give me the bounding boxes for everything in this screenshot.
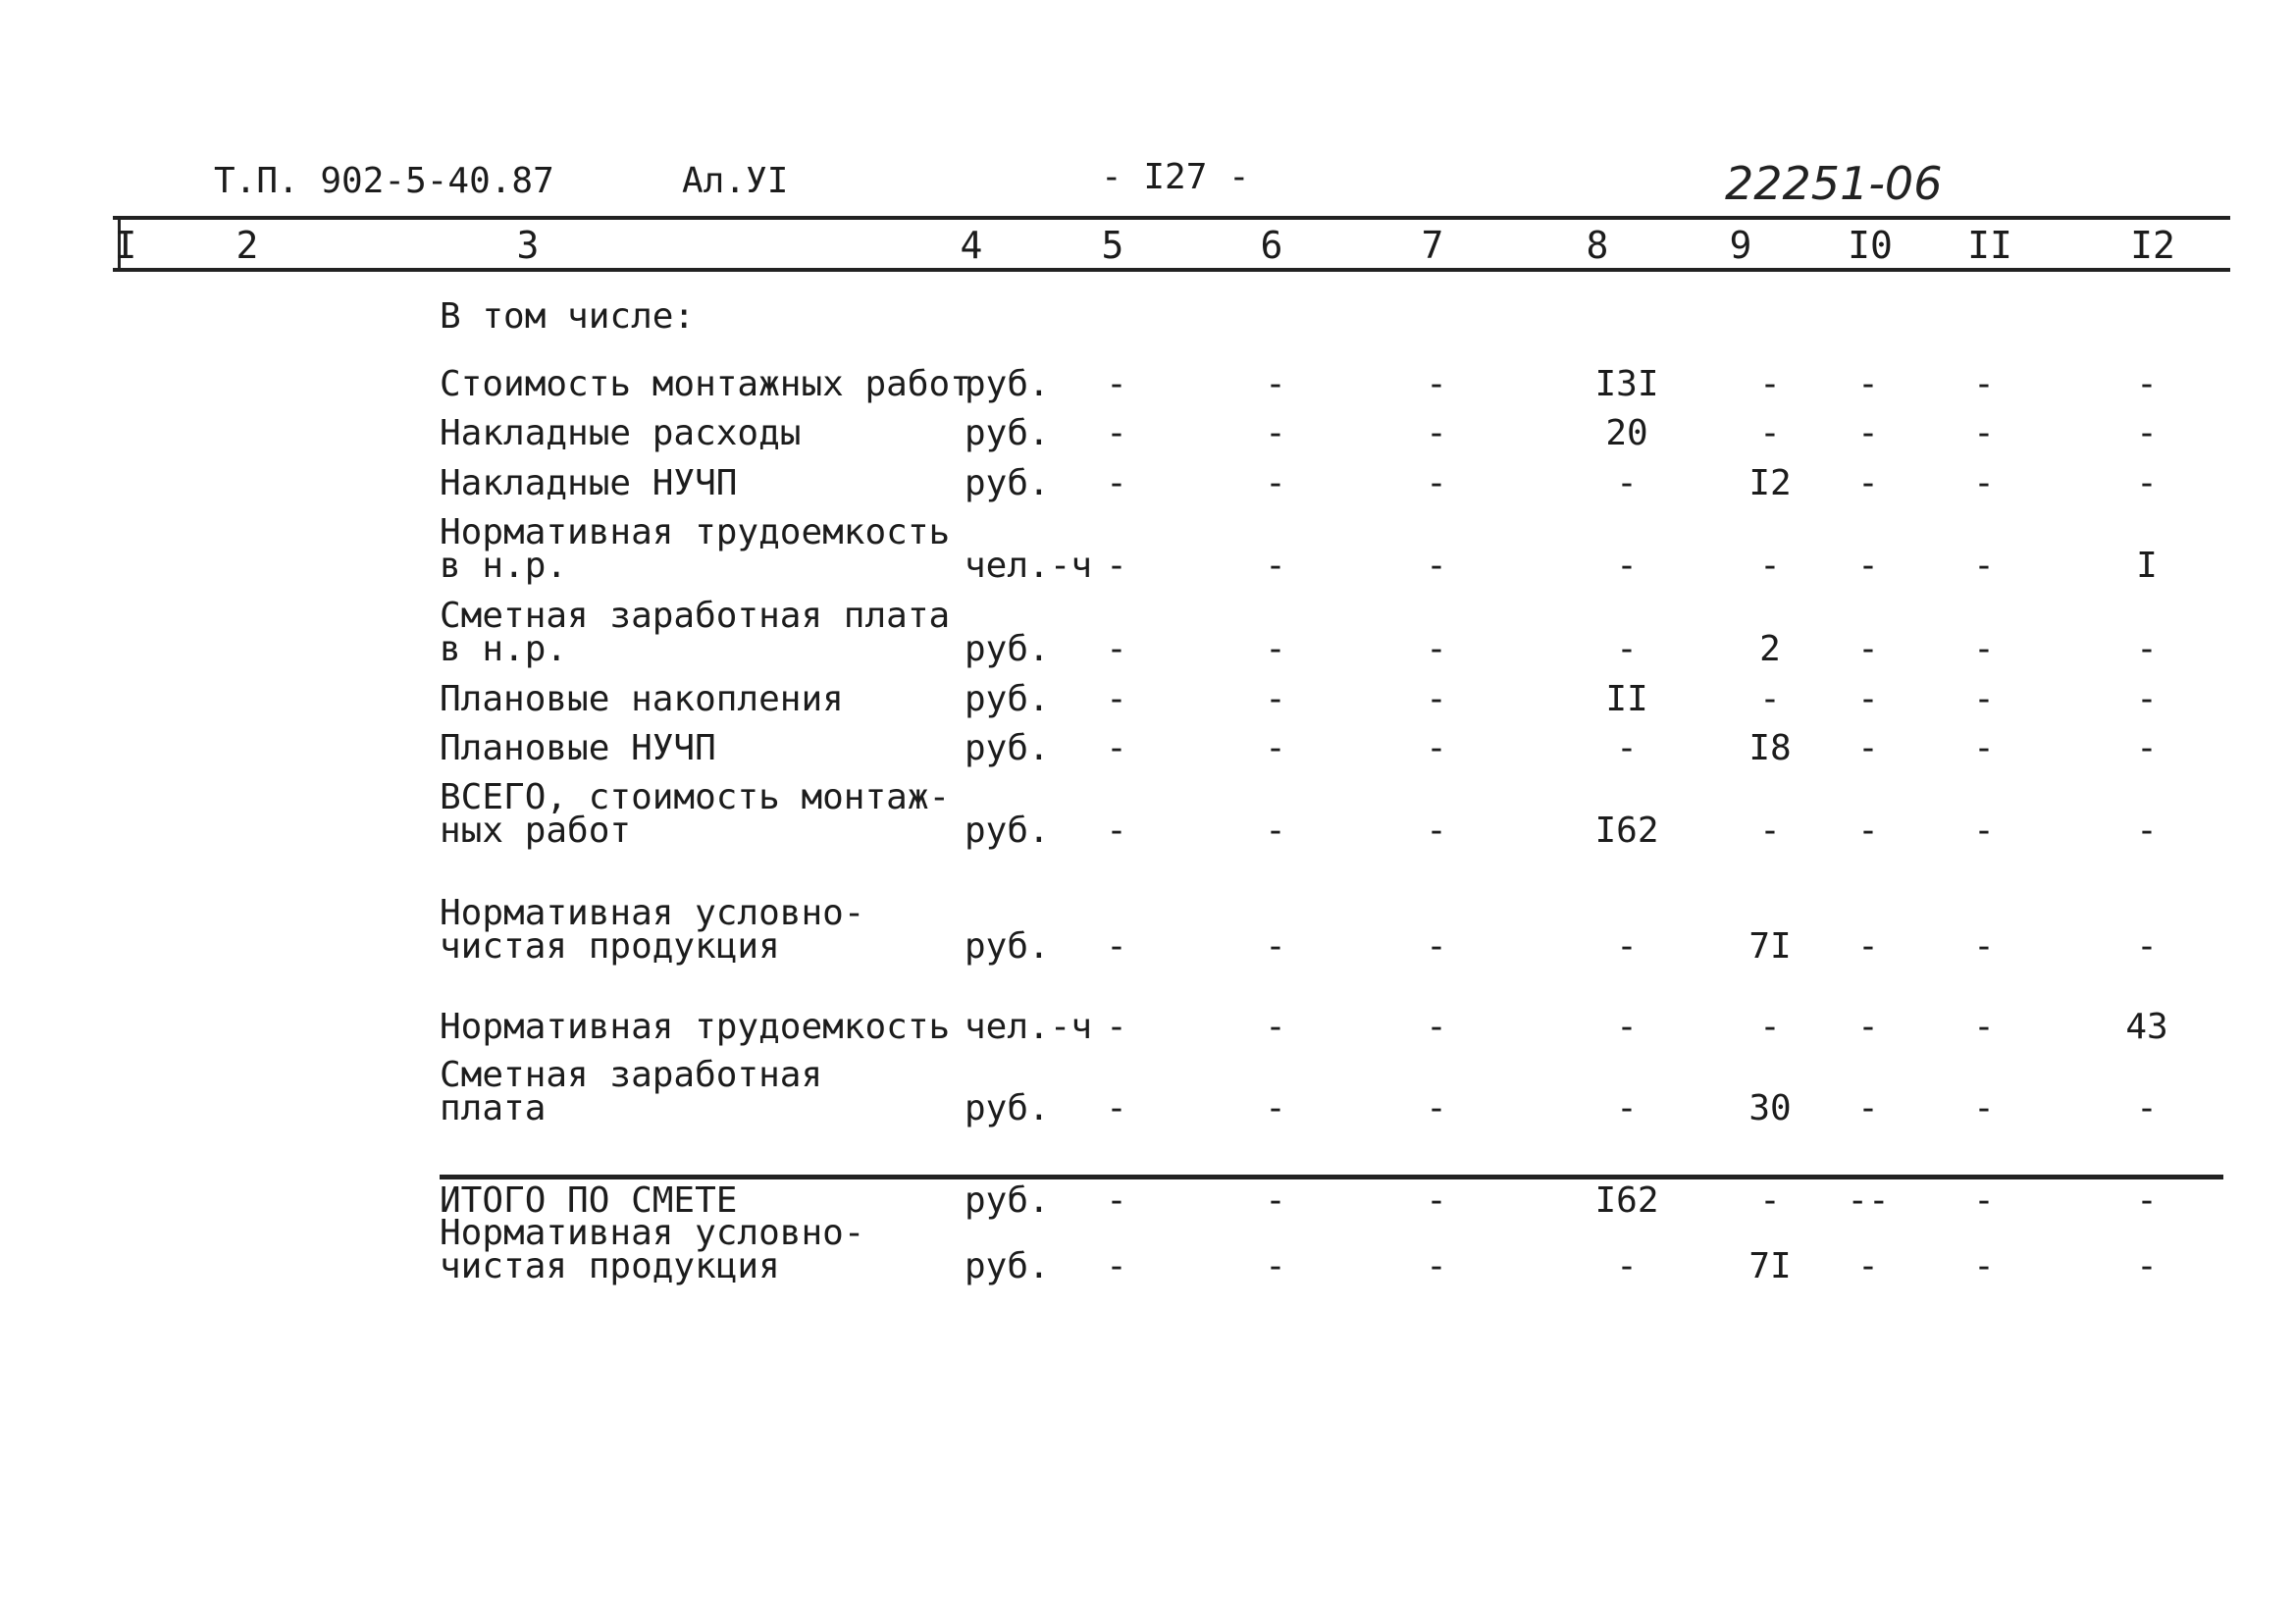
row-unit: руб. (965, 1088, 1050, 1128)
cell-col7: - (1426, 364, 1447, 404)
inventory-number: 22251-06 (1725, 157, 1943, 210)
cell-col10: - (1857, 546, 1879, 586)
cell-col7: - (1426, 728, 1447, 768)
cell-col8: - (1616, 629, 1638, 669)
row-name: ВСЕГО, стоимость монтаж- (440, 777, 951, 817)
cell-col5: - (1106, 463, 1127, 503)
row-unit: руб. (965, 629, 1050, 669)
cell-col9: - (1759, 364, 1781, 404)
row-name: Сметная заработная (440, 1055, 823, 1095)
cell-col11: - (1973, 811, 1995, 851)
row-name: Нормативная условно- (440, 1213, 865, 1253)
cell-col10: - (1857, 463, 1879, 503)
cell-col8: - (1616, 463, 1638, 503)
cell-col6: - (1265, 1180, 1286, 1221)
total-separator-rule (440, 1175, 2223, 1179)
column-number: 9 (1729, 224, 1752, 267)
cell-col9: - (1759, 1180, 1781, 1221)
cell-col10: - (1857, 926, 1879, 967)
cell-col11: - (1973, 413, 1995, 453)
row-name: ИТОГО ПО СМЕТЕ (440, 1180, 738, 1221)
cell-col11: - (1973, 1180, 1995, 1221)
cell-col9: I2 (1748, 463, 1792, 503)
column-number: 7 (1421, 224, 1444, 267)
cell-col12: - (2136, 728, 2158, 768)
cell-col11: - (1973, 1246, 1995, 1286)
cell-col11: - (1973, 629, 1995, 669)
cell-col6: - (1265, 364, 1286, 404)
row-name: Накладные расходы (440, 413, 802, 453)
cell-col11: - (1973, 728, 1995, 768)
column-number: I (114, 224, 137, 267)
row-unit: руб. (965, 811, 1050, 851)
cell-col9: 7I (1748, 1246, 1792, 1286)
cell-col8: II (1605, 679, 1648, 719)
row-name: Стоимость монтажных работ (440, 364, 971, 404)
cell-col6: - (1265, 413, 1286, 453)
cell-col12: - (2136, 629, 2158, 669)
cell-col9: - (1759, 811, 1781, 851)
cell-col6: - (1265, 926, 1286, 967)
row-unit: руб. (965, 679, 1050, 719)
intro-label: В том числе: (440, 296, 696, 337)
cell-col11: - (1973, 926, 1995, 967)
row-name: чистая продукция (440, 1246, 780, 1286)
cell-col12: - (2136, 1088, 2158, 1128)
cell-col10: - (1857, 629, 1879, 669)
cell-col8: 20 (1605, 413, 1648, 453)
cell-col6: - (1265, 629, 1286, 669)
cell-col5: - (1106, 679, 1127, 719)
cell-col10: - (1857, 413, 1879, 453)
cell-col11: - (1973, 364, 1995, 404)
cell-col7: - (1426, 926, 1447, 967)
cell-col6: - (1265, 463, 1286, 503)
cell-col10: - (1857, 679, 1879, 719)
column-number: 8 (1586, 224, 1609, 267)
cell-col8: - (1616, 1246, 1638, 1286)
cell-col5: - (1106, 1007, 1127, 1047)
column-number: I2 (2130, 224, 2175, 267)
cell-col12: - (2136, 413, 2158, 453)
cell-col6: - (1265, 1246, 1286, 1286)
cell-col7: - (1426, 1246, 1447, 1286)
row-unit: руб. (965, 463, 1050, 503)
page-number: - I27 - (1101, 157, 1250, 197)
cell-col5: - (1106, 413, 1127, 453)
cell-col10: - (1857, 811, 1879, 851)
cell-col9: - (1759, 546, 1781, 586)
cell-col9: 7I (1748, 926, 1792, 967)
row-unit: руб. (965, 1246, 1050, 1286)
cell-col8: - (1616, 728, 1638, 768)
cell-col12: - (2136, 926, 2158, 967)
cell-col8: I62 (1594, 811, 1659, 851)
cell-col6: - (1265, 811, 1286, 851)
cell-col9: 2 (1759, 629, 1781, 669)
cell-col10: - (1857, 1007, 1879, 1047)
cell-col7: - (1426, 679, 1447, 719)
cell-col7: - (1426, 546, 1447, 586)
row-name: Нормативная трудоемкость (440, 512, 951, 552)
cell-col11: - (1973, 546, 1995, 586)
cell-col7: - (1426, 1007, 1447, 1047)
cell-col7: - (1426, 629, 1447, 669)
row-unit: чел.-ч (965, 1007, 1093, 1047)
row-name: Плановые НУЧП (440, 728, 716, 768)
row-unit: руб. (965, 728, 1050, 768)
column-number: 4 (960, 224, 983, 267)
cell-col5: - (1106, 364, 1127, 404)
cell-col7: - (1426, 1088, 1447, 1128)
cell-col6: - (1265, 546, 1286, 586)
row-unit: руб. (965, 364, 1050, 404)
row-name: плата (440, 1088, 547, 1128)
row-unit: руб. (965, 926, 1050, 967)
cell-col10: - (1857, 1246, 1879, 1286)
cell-col5: - (1106, 1088, 1127, 1128)
cell-col5: - (1106, 1180, 1127, 1221)
cell-col9: I8 (1748, 728, 1792, 768)
cell-col6: - (1265, 1088, 1286, 1128)
cell-col7: - (1426, 413, 1447, 453)
row-name: ных работ (440, 811, 632, 851)
cell-col12: - (2136, 463, 2158, 503)
cell-col12: - (2136, 811, 2158, 851)
column-number: II (1967, 224, 2012, 267)
cell-col11: - (1973, 1007, 1995, 1047)
cell-col5: - (1106, 811, 1127, 851)
cell-col8: I3I (1594, 364, 1659, 404)
cell-col5: - (1106, 926, 1127, 967)
cell-col12: - (2136, 1246, 2158, 1286)
row-unit: чел.-ч (965, 546, 1093, 586)
row-name: Сметная заработная плата (440, 596, 951, 636)
column-number: I0 (1848, 224, 1893, 267)
header-bottom-rule (113, 268, 2230, 272)
row-unit: руб. (965, 1180, 1050, 1221)
cell-col6: - (1265, 728, 1286, 768)
row-name: Накладные НУЧП (440, 463, 738, 503)
cell-col12: - (2136, 679, 2158, 719)
cell-col10: - (1857, 364, 1879, 404)
cell-col7: - (1426, 811, 1447, 851)
cell-col9: - (1759, 1007, 1781, 1047)
cell-col7: - (1426, 463, 1447, 503)
column-number: 6 (1260, 224, 1283, 267)
cell-col7: - (1426, 1180, 1447, 1221)
cell-col11: - (1973, 1088, 1995, 1128)
cell-col8: - (1616, 926, 1638, 967)
cell-col5: - (1106, 1246, 1127, 1286)
column-number: 5 (1101, 224, 1124, 267)
cell-col8: - (1616, 1007, 1638, 1047)
cell-col6: - (1265, 1007, 1286, 1047)
cell-col12: 43 (2125, 1007, 2168, 1047)
cell-col10: -- (1847, 1180, 1890, 1221)
header-top-rule (113, 216, 2230, 220)
cell-col8: - (1616, 546, 1638, 586)
cell-col12: I (2136, 546, 2158, 586)
cell-col9: 30 (1748, 1088, 1792, 1128)
row-name: чистая продукция (440, 926, 780, 967)
cell-col5: - (1106, 728, 1127, 768)
cell-col10: - (1857, 728, 1879, 768)
cell-col5: - (1106, 546, 1127, 586)
cell-col6: - (1265, 679, 1286, 719)
cell-col10: - (1857, 1088, 1879, 1128)
cell-col8: I62 (1594, 1180, 1659, 1221)
project-code: Т.П. 902-5-40.87 (214, 161, 554, 201)
column-number: 3 (516, 224, 540, 267)
column-number: 2 (235, 224, 259, 267)
album-number: Ал.УI (682, 161, 789, 201)
row-unit: руб. (965, 413, 1050, 453)
row-name: Нормативная трудоемкость (440, 1007, 951, 1047)
row-name: Нормативная условно- (440, 893, 865, 933)
cell-col8: - (1616, 1088, 1638, 1128)
cell-col5: - (1106, 629, 1127, 669)
cell-col9: - (1759, 413, 1781, 453)
cell-col11: - (1973, 463, 1995, 503)
cell-col9: - (1759, 679, 1781, 719)
row-name: Плановые накопления (440, 679, 844, 719)
cell-col11: - (1973, 679, 1995, 719)
cell-col12: - (2136, 364, 2158, 404)
row-name: в н.р. (440, 546, 568, 586)
row-name: в н.р. (440, 629, 568, 669)
cell-col12: - (2136, 1180, 2158, 1221)
